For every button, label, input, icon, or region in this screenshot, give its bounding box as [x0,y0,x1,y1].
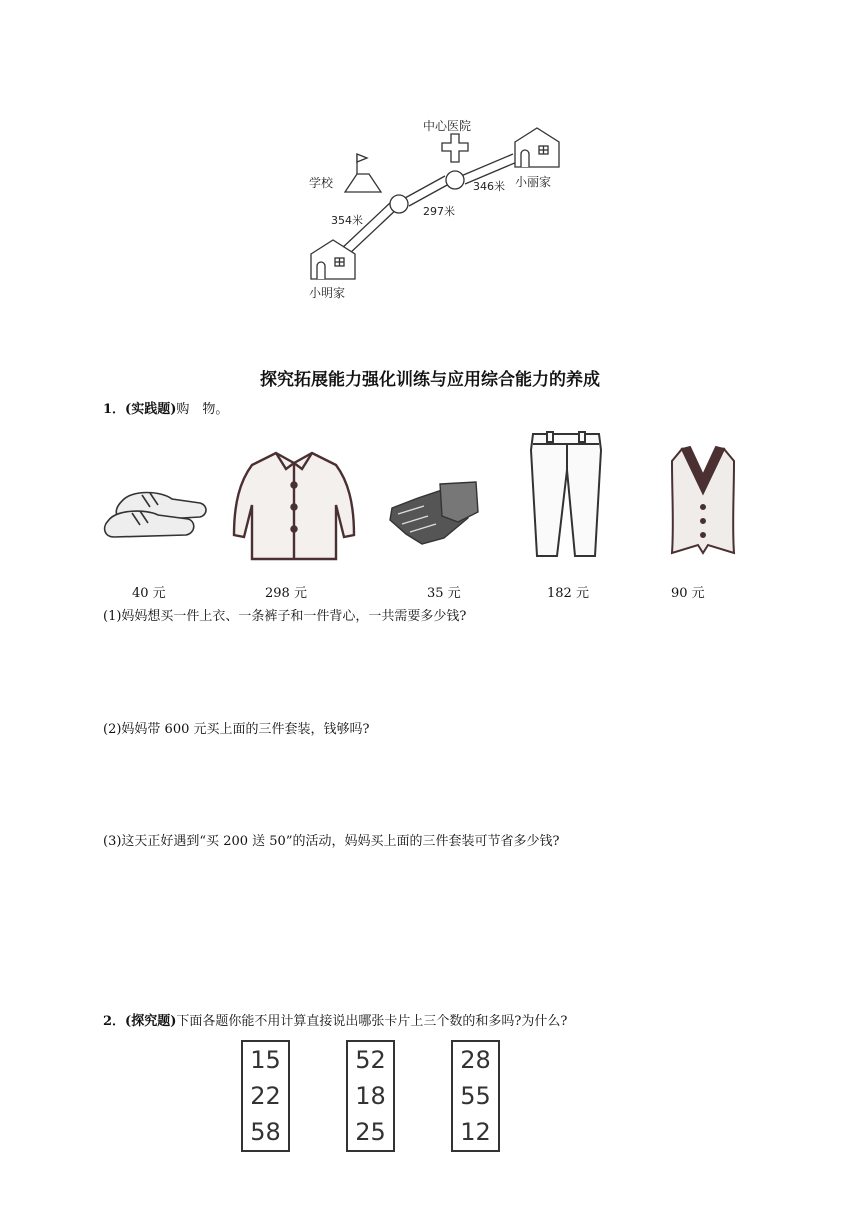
pants-image [527,430,607,558]
vest-image [668,445,738,557]
card-number: 58 [250,1118,281,1146]
card-number: 12 [460,1118,491,1146]
question-2-text: 下面各题你能不用计算直接说出哪张卡片上三个数的和多吗?为什么? [176,1014,568,1029]
question-1-text: 购 物。 [176,402,229,417]
junction-2 [446,171,464,189]
question-1-tag: (实践题) [125,402,177,417]
number-card-2 [346,1040,395,1152]
hospital-label: 中心医院 [423,119,472,133]
card-number: 28 [460,1046,491,1074]
shoes-image [102,485,210,545]
xiaoming-house-icon [311,240,355,279]
card-number: 15 [250,1046,281,1074]
hospital-cross-icon [442,134,468,162]
number-card-3 [451,1040,500,1152]
school-label: 学校 [309,176,334,190]
price-gloves: 35 元 [427,586,461,601]
question-2-tag: (探究题) [125,1014,177,1029]
school-flag-icon [345,154,381,192]
sub-question-1: (1)妈妈想买一件上衣、一条裤子和一件背心，一共需要多少钱? [103,609,467,624]
card-number: 18 [355,1082,386,1110]
junction-1 [390,195,408,213]
xiaoli-home-label: 小丽家 [515,175,552,189]
sub-question-2: (2)妈妈带 600 元买上面的三件套装，钱够吗? [103,722,370,737]
number-card-1 [241,1040,290,1152]
card-number: 25 [355,1118,386,1146]
question-1-heading [103,398,228,417]
sub-question-3: (3)这天正好遇到“买 200 送 50”的活动，妈妈买上面的三件套装可节省多少钱? [103,834,560,849]
distance-354: 354米 [331,214,363,227]
xiaoming-home-label: 小明家 [309,286,346,300]
distance-346: 346米 [473,180,505,193]
section-title: 探究拓展能力强化训练与应用综合能力的养成 [260,370,600,390]
price-shoes: 40 元 [132,586,166,601]
price-vest: 90 元 [671,586,705,601]
distance-297: 297米 [423,205,455,218]
jacket-image [232,445,357,565]
question-2-heading [103,1010,567,1029]
route-map [295,112,575,307]
price-pants: 182 元 [547,586,589,601]
xiaoli-house-icon [515,128,559,167]
question-1-number: 1． [103,402,126,417]
price-jacket: 298 元 [265,586,307,601]
card-number: 52 [355,1046,386,1074]
card-number: 22 [250,1082,281,1110]
gloves-image [388,478,483,548]
question-2-number: 2． [103,1014,126,1029]
card-number: 55 [460,1082,491,1110]
